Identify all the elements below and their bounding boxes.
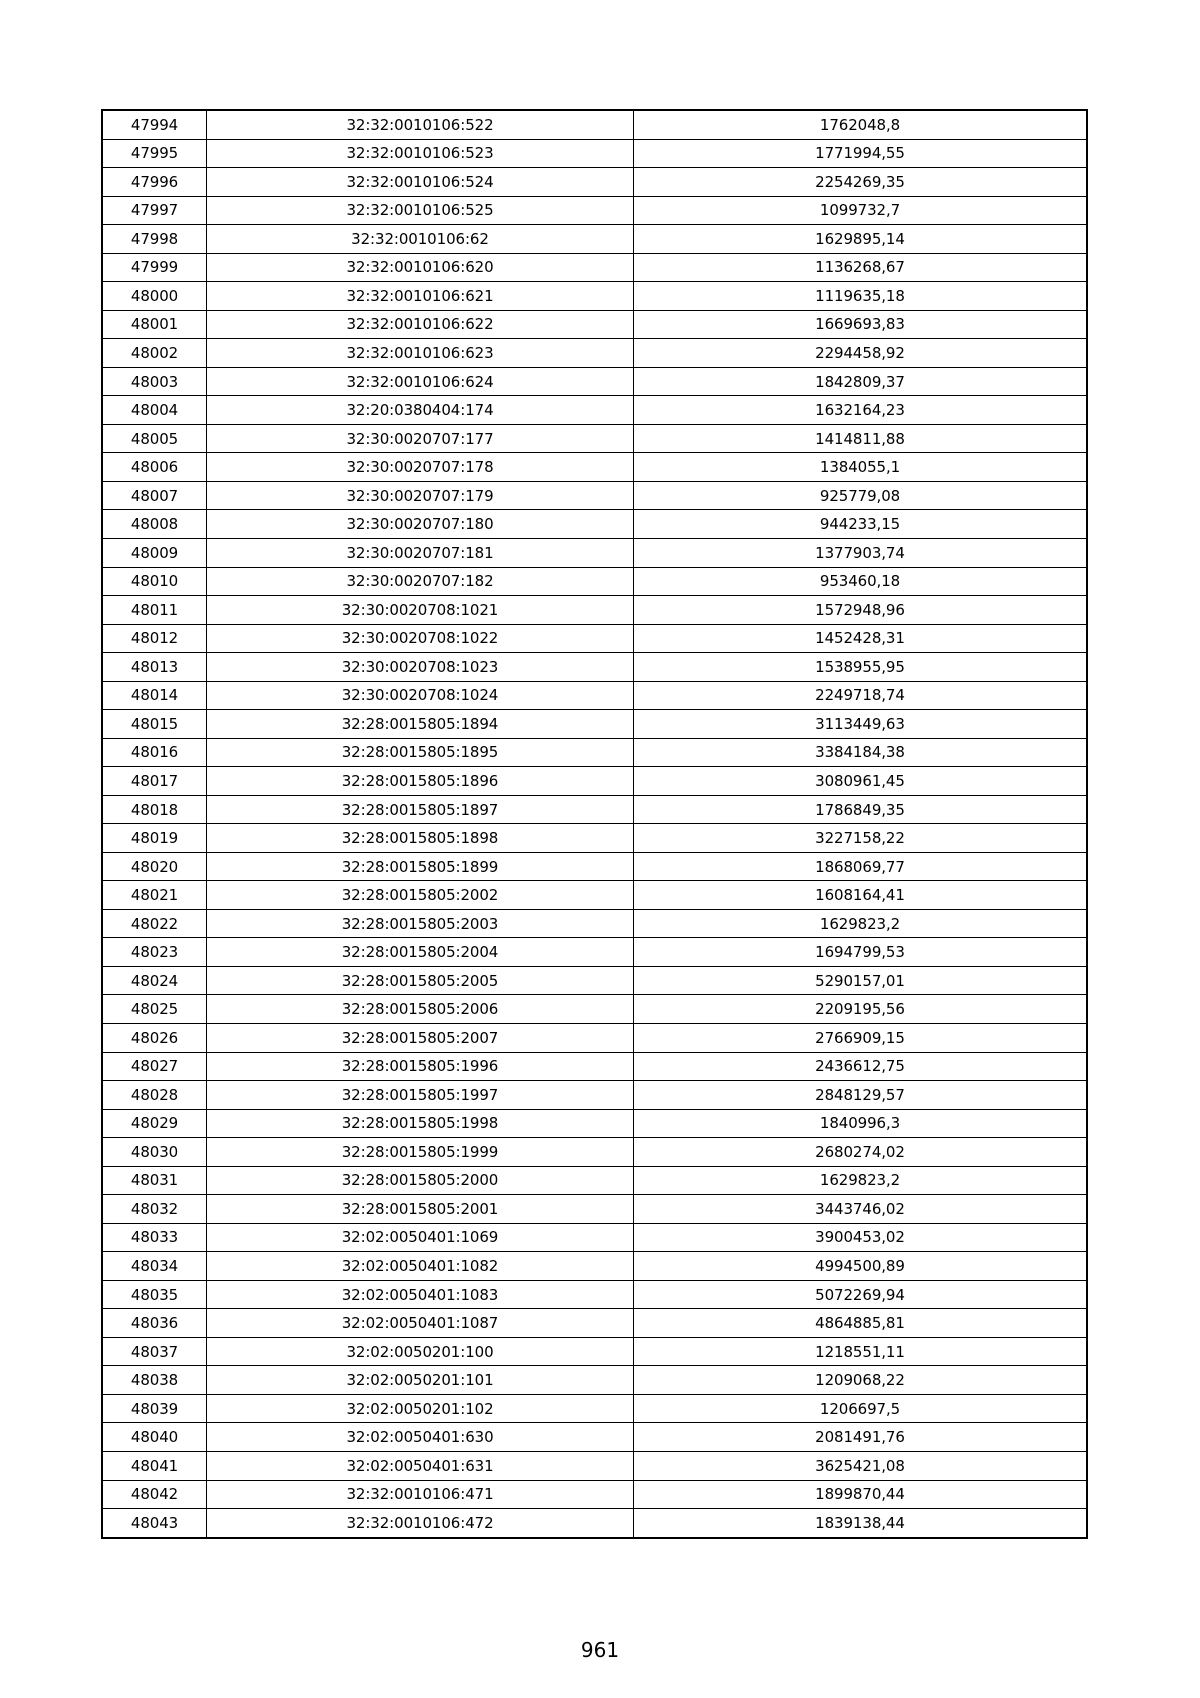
table-row	[103, 481, 1087, 510]
page-number: 961	[580, 1638, 620, 1662]
table-body	[103, 111, 1087, 1538]
row-number-cell: 48021	[103, 881, 207, 910]
table-row	[103, 1052, 1087, 1081]
cadastral-value-cell: 2209195,56	[634, 995, 1087, 1024]
cadastral-value-cell: 5290157,01	[634, 966, 1087, 995]
row-number-cell: 48028	[103, 1081, 207, 1110]
cadastral-number-cell: 32:28:0015805:1997	[207, 1081, 634, 1110]
table-row	[103, 1138, 1087, 1167]
table-row	[103, 596, 1087, 625]
cadastral-number-cell: 32:32:0010106:522	[207, 111, 634, 140]
row-number-cell: 48011	[103, 596, 207, 625]
row-number-cell: 48024	[103, 966, 207, 995]
cadastral-value-cell: 1572948,96	[634, 596, 1087, 625]
cadastral-number-cell: 32:30:0020707:180	[207, 510, 634, 539]
cadastral-number-cell: 32:30:0020707:181	[207, 538, 634, 567]
cadastral-number-cell: 32:32:0010106:620	[207, 253, 634, 282]
table-row	[103, 852, 1087, 881]
row-number-cell: 48006	[103, 453, 207, 482]
cadastral-number-cell: 32:02:0050201:100	[207, 1337, 634, 1366]
cadastral-value-cell: 1840996,3	[634, 1109, 1087, 1138]
row-number-cell: 48007	[103, 481, 207, 510]
cadastral-number-cell: 32:28:0015805:1896	[207, 767, 634, 796]
row-number-cell: 48004	[103, 396, 207, 425]
cadastral-number-cell: 32:32:0010106:622	[207, 310, 634, 339]
table-row	[103, 339, 1087, 368]
row-number-cell: 47998	[103, 225, 207, 254]
row-number-cell: 47995	[103, 139, 207, 168]
row-number-cell: 48040	[103, 1423, 207, 1452]
row-number-cell: 48037	[103, 1337, 207, 1366]
table-row	[103, 710, 1087, 739]
cadastral-number-cell: 32:02:0050201:101	[207, 1366, 634, 1395]
table-row	[103, 653, 1087, 682]
cadastral-value-cell: 1608164,41	[634, 881, 1087, 910]
row-number-cell: 48042	[103, 1480, 207, 1509]
row-number-cell: 48000	[103, 282, 207, 311]
row-number-cell: 48017	[103, 767, 207, 796]
cadastral-number-cell: 32:32:0010106:623	[207, 339, 634, 368]
row-number-cell: 48016	[103, 738, 207, 767]
table-row	[103, 1280, 1087, 1309]
row-number-cell: 48035	[103, 1280, 207, 1309]
row-number-cell: 48036	[103, 1309, 207, 1338]
cadastral-number-cell: 32:30:0020707:177	[207, 424, 634, 453]
cadastral-number-cell: 32:30:0020708:1021	[207, 596, 634, 625]
cadastral-value-cell: 1629823,2	[634, 1166, 1087, 1195]
table-row	[103, 995, 1087, 1024]
cadastral-value-cell: 1119635,18	[634, 282, 1087, 311]
cadastral-number-cell: 32:28:0015805:2007	[207, 1024, 634, 1053]
cadastral-value-cell: 3227158,22	[634, 824, 1087, 853]
row-number-cell: 48027	[103, 1052, 207, 1081]
row-number-cell: 48029	[103, 1109, 207, 1138]
cadastral-value-table	[102, 110, 1087, 1538]
row-number-cell: 48043	[103, 1509, 207, 1538]
row-number-cell: 48005	[103, 424, 207, 453]
row-number-cell: 48038	[103, 1366, 207, 1395]
cadastral-number-cell: 32:30:0020708:1022	[207, 624, 634, 653]
table-row	[103, 1480, 1087, 1509]
cadastral-value-cell: 2254269,35	[634, 168, 1087, 197]
cadastral-number-cell: 32:28:0015805:2004	[207, 938, 634, 967]
cadastral-value-cell: 1384055,1	[634, 453, 1087, 482]
cadastral-number-cell: 32:28:0015805:2003	[207, 909, 634, 938]
table-row	[103, 909, 1087, 938]
table-row	[103, 1423, 1087, 1452]
row-number-cell: 48013	[103, 653, 207, 682]
row-number-cell: 47996	[103, 168, 207, 197]
cadastral-number-cell: 32:32:0010106:621	[207, 282, 634, 311]
row-number-cell: 48015	[103, 710, 207, 739]
table-row	[103, 966, 1087, 995]
cadastral-value-cell: 1839138,44	[634, 1509, 1087, 1538]
cadastral-value-cell: 4864885,81	[634, 1309, 1087, 1338]
cadastral-value-cell: 3113449,63	[634, 710, 1087, 739]
table-row	[103, 1394, 1087, 1423]
cadastral-number-cell: 32:28:0015805:2002	[207, 881, 634, 910]
row-number-cell: 48031	[103, 1166, 207, 1195]
cadastral-value-cell: 1629823,2	[634, 909, 1087, 938]
table-row	[103, 139, 1087, 168]
table-row	[103, 168, 1087, 197]
cadastral-value-cell: 2848129,57	[634, 1081, 1087, 1110]
cadastral-number-cell: 32:20:0380404:174	[207, 396, 634, 425]
cadastral-value-cell: 953460,18	[634, 567, 1087, 596]
cadastral-value-cell: 1099732,7	[634, 196, 1087, 225]
cadastral-value-cell: 2081491,76	[634, 1423, 1087, 1452]
cadastral-value-cell: 1868069,77	[634, 852, 1087, 881]
cadastral-number-cell: 32:02:0050401:1082	[207, 1252, 634, 1281]
cadastral-value-cell: 2766909,15	[634, 1024, 1087, 1053]
table-row	[103, 310, 1087, 339]
row-number-cell: 48012	[103, 624, 207, 653]
cadastral-number-cell: 32:30:0020708:1023	[207, 653, 634, 682]
table-row	[103, 225, 1087, 254]
cadastral-value-cell: 1136268,67	[634, 253, 1087, 282]
table-row	[103, 396, 1087, 425]
row-number-cell: 48023	[103, 938, 207, 967]
cadastral-number-cell: 32:02:0050401:631	[207, 1451, 634, 1480]
row-number-cell: 48026	[103, 1024, 207, 1053]
cadastral-value-table-container	[102, 110, 1086, 1538]
table-row	[103, 510, 1087, 539]
cadastral-value-cell: 3443746,02	[634, 1195, 1087, 1224]
cadastral-number-cell: 32:32:0010106:472	[207, 1509, 634, 1538]
row-number-cell: 48014	[103, 681, 207, 710]
cadastral-value-cell: 1452428,31	[634, 624, 1087, 653]
cadastral-number-cell: 32:28:0015805:1894	[207, 710, 634, 739]
cadastral-number-cell: 32:28:0015805:2006	[207, 995, 634, 1024]
table-row	[103, 453, 1087, 482]
cadastral-number-cell: 32:30:0020707:182	[207, 567, 634, 596]
cadastral-value-cell: 2436612,75	[634, 1052, 1087, 1081]
table-row	[103, 1509, 1087, 1538]
table-row	[103, 367, 1087, 396]
cadastral-number-cell: 32:30:0020707:179	[207, 481, 634, 510]
table-row	[103, 624, 1087, 653]
row-number-cell: 48041	[103, 1451, 207, 1480]
cadastral-value-cell: 2680274,02	[634, 1138, 1087, 1167]
cadastral-number-cell: 32:02:0050201:102	[207, 1394, 634, 1423]
table-row	[103, 1451, 1087, 1480]
cadastral-number-cell: 32:28:0015805:1898	[207, 824, 634, 853]
table-row	[103, 1223, 1087, 1252]
cadastral-value-cell: 2294458,92	[634, 339, 1087, 368]
row-number-cell: 48019	[103, 824, 207, 853]
table-row	[103, 111, 1087, 140]
cadastral-value-cell: 1538955,95	[634, 653, 1087, 682]
table-row	[103, 282, 1087, 311]
cadastral-value-cell: 1669693,83	[634, 310, 1087, 339]
table-row	[103, 1166, 1087, 1195]
row-number-cell: 48034	[103, 1252, 207, 1281]
cadastral-number-cell: 32:28:0015805:2000	[207, 1166, 634, 1195]
table-row	[103, 1109, 1087, 1138]
row-number-cell: 48032	[103, 1195, 207, 1224]
cadastral-value-cell: 1842809,37	[634, 367, 1087, 396]
row-number-cell: 48025	[103, 995, 207, 1024]
cadastral-value-cell: 1694799,53	[634, 938, 1087, 967]
cadastral-number-cell: 32:28:0015805:1895	[207, 738, 634, 767]
row-number-cell: 48039	[103, 1394, 207, 1423]
cadastral-number-cell: 32:28:0015805:1899	[207, 852, 634, 881]
cadastral-number-cell: 32:28:0015805:1999	[207, 1138, 634, 1167]
table-row	[103, 424, 1087, 453]
table-row	[103, 253, 1087, 282]
cadastral-number-cell: 32:02:0050401:1087	[207, 1309, 634, 1338]
cadastral-value-cell: 1629895,14	[634, 225, 1087, 254]
table-row	[103, 196, 1087, 225]
cadastral-value-cell: 2249718,74	[634, 681, 1087, 710]
cadastral-value-cell: 3900453,02	[634, 1223, 1087, 1252]
row-number-cell: 47994	[103, 111, 207, 140]
cadastral-value-cell: 1899870,44	[634, 1480, 1087, 1509]
row-number-cell: 48010	[103, 567, 207, 596]
cadastral-number-cell: 32:32:0010106:523	[207, 139, 634, 168]
table-row	[103, 938, 1087, 967]
table-row	[103, 738, 1087, 767]
row-number-cell: 47999	[103, 253, 207, 282]
cadastral-value-cell: 1414811,88	[634, 424, 1087, 453]
cadastral-number-cell: 32:32:0010106:62	[207, 225, 634, 254]
cadastral-number-cell: 32:02:0050401:1083	[207, 1280, 634, 1309]
table-row	[103, 1252, 1087, 1281]
cadastral-number-cell: 32:02:0050401:630	[207, 1423, 634, 1452]
cadastral-number-cell: 32:30:0020708:1024	[207, 681, 634, 710]
cadastral-number-cell: 32:02:0050401:1069	[207, 1223, 634, 1252]
cadastral-number-cell: 32:28:0015805:2001	[207, 1195, 634, 1224]
cadastral-value-cell: 5072269,94	[634, 1280, 1087, 1309]
table-row	[103, 767, 1087, 796]
cadastral-value-cell: 1771994,55	[634, 139, 1087, 168]
cadastral-number-cell: 32:32:0010106:525	[207, 196, 634, 225]
table-row	[103, 1309, 1087, 1338]
cadastral-value-cell: 3384184,38	[634, 738, 1087, 767]
cadastral-number-cell: 32:28:0015805:2005	[207, 966, 634, 995]
cadastral-value-cell: 1218551,11	[634, 1337, 1087, 1366]
cadastral-number-cell: 32:32:0010106:524	[207, 168, 634, 197]
cadastral-value-cell: 944233,15	[634, 510, 1087, 539]
row-number-cell: 48003	[103, 367, 207, 396]
table-row	[103, 1081, 1087, 1110]
row-number-cell: 48022	[103, 909, 207, 938]
cadastral-value-cell: 1209068,22	[634, 1366, 1087, 1395]
cadastral-value-cell: 1632164,23	[634, 396, 1087, 425]
table-row	[103, 538, 1087, 567]
table-row	[103, 795, 1087, 824]
table-row	[103, 681, 1087, 710]
cadastral-number-cell: 32:28:0015805:1897	[207, 795, 634, 824]
row-number-cell: 48020	[103, 852, 207, 881]
cadastral-value-cell: 4994500,89	[634, 1252, 1087, 1281]
cadastral-number-cell: 32:28:0015805:1998	[207, 1109, 634, 1138]
table-row	[103, 881, 1087, 910]
cadastral-number-cell: 32:32:0010106:471	[207, 1480, 634, 1509]
table-row	[103, 824, 1087, 853]
cadastral-value-cell: 3625421,08	[634, 1451, 1087, 1480]
row-number-cell: 48009	[103, 538, 207, 567]
table-row	[103, 1195, 1087, 1224]
row-number-cell: 48030	[103, 1138, 207, 1167]
cadastral-value-cell: 1377903,74	[634, 538, 1087, 567]
cadastral-value-cell: 1786849,35	[634, 795, 1087, 824]
row-number-cell: 48018	[103, 795, 207, 824]
row-number-cell: 48033	[103, 1223, 207, 1252]
cadastral-value-cell: 3080961,45	[634, 767, 1087, 796]
cadastral-number-cell: 32:28:0015805:1996	[207, 1052, 634, 1081]
cadastral-value-cell: 1206697,5	[634, 1394, 1087, 1423]
row-number-cell: 47997	[103, 196, 207, 225]
table-row	[103, 1337, 1087, 1366]
cadastral-number-cell: 32:30:0020707:178	[207, 453, 634, 482]
table-row	[103, 1024, 1087, 1053]
cadastral-number-cell: 32:32:0010106:624	[207, 367, 634, 396]
row-number-cell: 48008	[103, 510, 207, 539]
row-number-cell: 48001	[103, 310, 207, 339]
cadastral-value-cell: 1762048,8	[634, 111, 1087, 140]
table-row	[103, 567, 1087, 596]
cadastral-value-cell: 925779,08	[634, 481, 1087, 510]
table-row	[103, 1366, 1087, 1395]
row-number-cell: 48002	[103, 339, 207, 368]
